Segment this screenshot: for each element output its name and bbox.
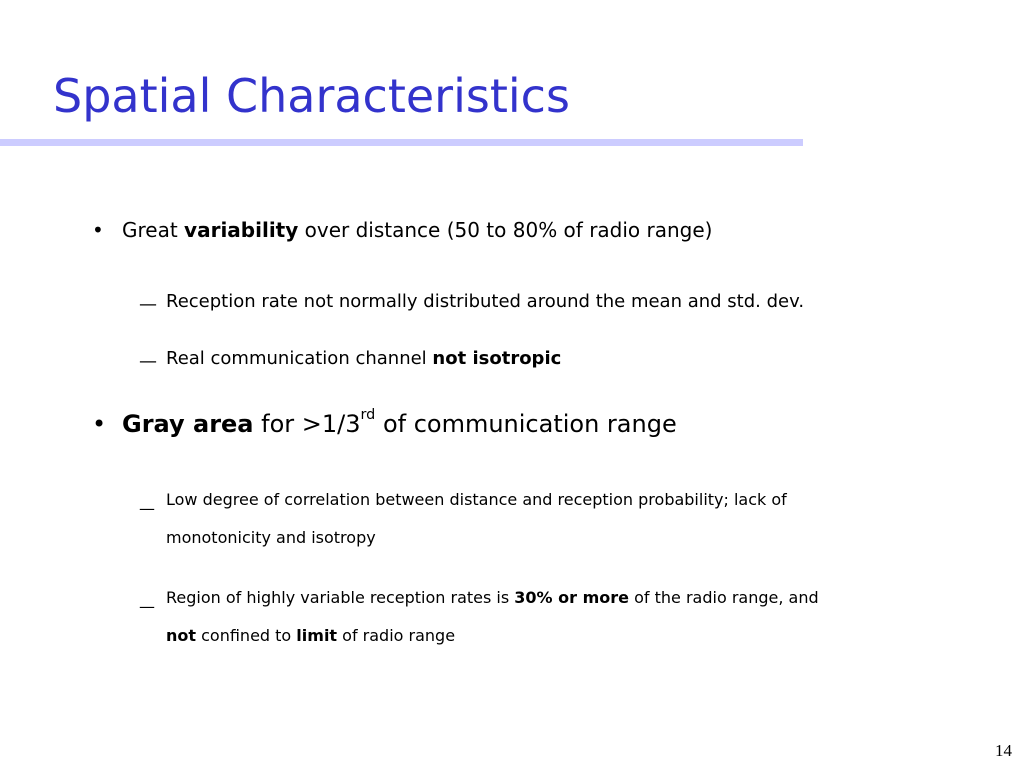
sub-bullet-not-isotropic xyxy=(166,346,561,372)
sub-bullet-reception-rate: Reception rate not normally distributed around the mean and std. dev. xyxy=(166,291,805,312)
bullet-marker: • xyxy=(92,218,104,242)
sub-bullet-dash: — xyxy=(139,499,155,518)
sub-text-bold-percent: 30% or more xyxy=(514,588,630,607)
sub-bullet-dash: — xyxy=(139,597,155,616)
bullet-text-bold: Gray area xyxy=(122,410,254,438)
sub-text-pre: Region of highly variable reception rates is xyxy=(166,588,515,607)
bullet-text-pre: Great xyxy=(122,218,185,242)
bullet-text-post: of communication range xyxy=(375,410,677,438)
bullet-text-mid: for >1/3 xyxy=(253,410,361,438)
sub-text-post: of radio range xyxy=(337,626,456,645)
sub-bullet-dash: — xyxy=(139,351,157,372)
sub-text-mid: of the radio range, and xyxy=(629,588,819,607)
bullet-variability xyxy=(122,216,712,244)
sub-bullet-dash: — xyxy=(139,294,157,315)
sub-bullet-region-variable xyxy=(166,579,819,655)
bullet-marker: • xyxy=(92,410,107,438)
bullet-text-post: over distance (50 to 80% of radio range) xyxy=(298,218,713,242)
sub-text-line2: monotonicity and isotropy xyxy=(166,528,376,547)
sub-text-bold: not isotropic xyxy=(432,348,562,369)
sub-bullet-low-correlation xyxy=(166,481,787,557)
bullet-text-bold: variability xyxy=(184,218,299,242)
sub-text-bold-not: not xyxy=(166,626,197,645)
sub-text-line1: Low degree of correlation between distance and reception probability; lack of xyxy=(166,490,787,509)
page-number: 14 xyxy=(995,741,1012,760)
slide-title: Spatial Characteristics xyxy=(53,69,570,123)
sub-text-mid2: confined to xyxy=(196,626,297,645)
sub-text-bold-limit: limit xyxy=(296,626,338,645)
title-underline xyxy=(0,139,803,146)
bullet-text-superscript: rd xyxy=(360,407,376,423)
sub-text-pre: Real communication channel xyxy=(166,348,433,369)
bullet-gray-area xyxy=(122,408,677,440)
